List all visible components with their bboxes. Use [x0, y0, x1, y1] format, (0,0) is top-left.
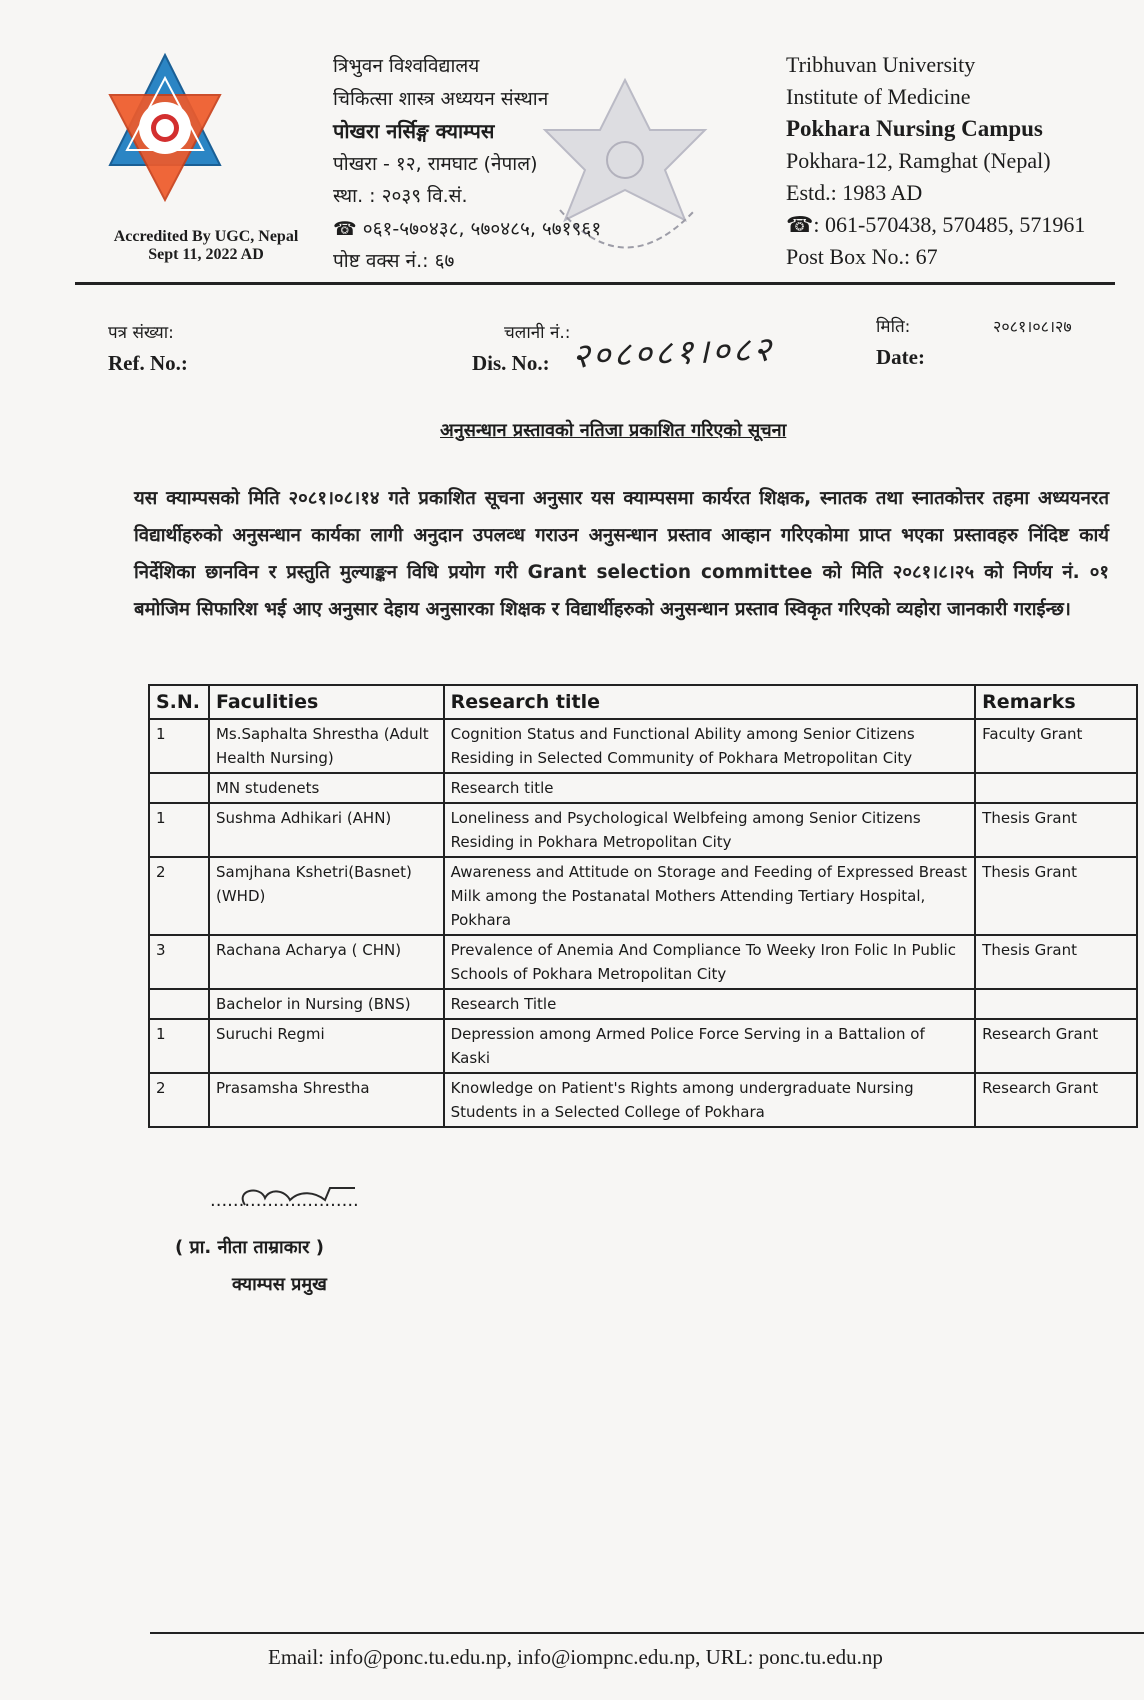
cell-name: Bachelor in Nursing (BNS)	[209, 989, 444, 1019]
cell-remarks	[975, 773, 1137, 803]
dis-label-np: चलानी नं.:	[504, 323, 571, 343]
cell-remarks	[975, 989, 1137, 1019]
table-section-row	[149, 773, 1137, 803]
table-row	[149, 803, 1137, 857]
np-campus: पोखरा नर्सिङ्ग क्याम्पस	[333, 119, 495, 143]
en-campus: Pokhara Nursing Campus	[786, 116, 1043, 141]
table-row	[149, 719, 1137, 773]
cell-title: Research title	[444, 773, 976, 803]
table-row	[149, 1073, 1137, 1127]
notice-body: यस क्याम्पसको मिति २०८१।०८।१४ गते प्रकाशित सूचना अनुसार यस क्याम्पसमा कार्यरत शिक्षक, स्नातक तथा स्नातकोत्तर तहमा अध्ययनरत विद्यार्थीहरुको अनुसन्धान कार्यका लागी अनुदान उपलव्ध गराउन अनुसन्धान प्रस्ताव आव्हान गरिएकोमा प्राप्त भएका प्रस्तावहरु निंदिष्ट कार्य निर्देशिका छानविन र प्रस्तुति मुल्याङ्कन विधि प्रयोग गरी Grant selection committee को मिति २०८१।८।२५ को निर्णय नं. ०१ बमोजिम सिफारिश भई आए अनुसार देहाय अनुसारका शिक्षक र विद्यार्थीहरुको अनुसन्धान प्रस्ताव स्विकृत गरिएको व्यहोरा जानकारी गराईन्छ।	[134, 488, 1109, 620]
dispatch-number-value: २०८०८१।०८२	[571, 329, 775, 377]
cell-remarks: Faculty Grant	[975, 719, 1137, 773]
header-sn: S.N.	[149, 685, 209, 719]
en-phone: ☎: 061-570438, 570485, 571961	[786, 212, 1086, 237]
table-row	[149, 935, 1137, 989]
table-header-row	[149, 685, 1137, 719]
accreditation-line: Accredited By UGC, Nepal	[113, 228, 299, 245]
ref-label-np: पत्र संख्या:	[108, 323, 174, 343]
cell-sn: 2	[149, 857, 209, 935]
cell-name: Sushma Adhikari (AHN)	[209, 803, 444, 857]
header-divider	[75, 282, 1115, 285]
cell-title: Knowledge on Patient's Rights among undergraduate Nursing Students in a Selected College of Pokhara	[444, 1073, 976, 1127]
table-section-row	[149, 989, 1137, 1019]
cell-remarks: Research Grant	[975, 1019, 1137, 1073]
footer-divider	[150, 1632, 1144, 1634]
en-university: Tribhuvan University	[786, 52, 976, 77]
np-established: स्था. : २०३९ वि.सं.	[333, 185, 468, 207]
cell-sn	[149, 773, 209, 803]
campus-stamp	[520, 70, 730, 290]
accreditation	[96, 228, 316, 264]
cell-remarks: Thesis Grant	[975, 857, 1137, 935]
np-institute: चिकित्सा शास्त्र अध्ययन संस्थान	[333, 87, 549, 110]
cell-title: Loneliness and Psychological Welbfeing among Senior Citizens Residing in Pokhara Metropolitan City	[444, 803, 976, 857]
cell-name: Prasamsha Shrestha	[209, 1073, 444, 1127]
header-research-title: Research title	[444, 685, 976, 719]
accreditation-date: Sept 11, 2022 AD	[148, 246, 264, 263]
np-phone: ☎ ०६१-५७०४३८, ५७०४८५, ५७१९६१	[333, 217, 602, 240]
cell-title: Research Title	[444, 989, 976, 1019]
cell-name: Samjhana Kshetri(Basnet) (WHD)	[209, 857, 444, 935]
cell-name: MN studenets	[209, 773, 444, 803]
cell-name: Rachana Acharya ( CHN)	[209, 935, 444, 989]
ref-number	[108, 318, 188, 378]
university-logo	[100, 50, 230, 210]
dis-label-en: Dis. No.:	[472, 351, 550, 375]
signature-line: ..........................	[210, 1190, 359, 1211]
np-address: पोखरा - १२, रामघाट (नेपाल)	[333, 152, 538, 175]
letterhead-english	[786, 49, 1085, 273]
cell-name: Suruchi Regmi	[209, 1019, 444, 1073]
cell-sn: 1	[149, 1019, 209, 1073]
date-value: २०८१।०८।२७	[993, 317, 1072, 336]
cell-sn: 2	[149, 1073, 209, 1127]
header-remarks: Remarks	[975, 685, 1137, 719]
ref-label-en: Ref. No.:	[108, 351, 188, 375]
cell-sn	[149, 989, 209, 1019]
cell-sn: 3	[149, 935, 209, 989]
cell-remarks: Research Grant	[975, 1073, 1137, 1127]
header-faculties: Faculities	[209, 685, 444, 719]
en-address: Pokhara-12, Ramghat (Nepal)	[786, 148, 1051, 173]
cell-title: Prevalence of Anemia And Compliance To Weeky Iron Folic In Public Schools of Pokhara Metropolitan City	[444, 935, 976, 989]
np-postbox: पोष्ट वक्स नं.: ६७	[333, 250, 455, 272]
footer-contact: Email: info@ponc.tu.edu.np, info@iompnc.edu.np, URL: ponc.tu.edu.np	[268, 1645, 883, 1669]
cell-sn: 1	[149, 803, 209, 857]
date	[876, 312, 925, 372]
en-postbox: Post Box No.: 67	[786, 244, 938, 269]
cell-title: Depression among Armed Police Force Serving in a Battalion of Kaski	[444, 1019, 976, 1073]
dispatch-number	[472, 318, 571, 378]
en-established: Estd.: 1983 AD	[786, 180, 923, 205]
cell-remarks: Thesis Grant	[975, 935, 1137, 989]
cell-title: Awareness and Attitude on Storage and Feeding of Expressed Breast Milk among the Postanatal Mothers Attending Tertiary Hospital, Pokhara	[444, 857, 976, 935]
cell-sn: 1	[149, 719, 209, 773]
date-label-en: Date:	[876, 345, 925, 369]
research-grant-table	[148, 684, 1138, 1128]
date-label-np: मिति:	[876, 317, 911, 337]
table-row	[149, 857, 1137, 935]
signatory-name: ( प्रा. नीता ताम्राकार )	[175, 1237, 325, 1258]
np-university: त्रिभुवन विश्वविद्यालय	[333, 55, 480, 77]
notice-title: अनुसन्धान प्रस्तावको नतिजा प्रकाशित गरिएको सूचना	[440, 420, 787, 441]
cell-remarks: Thesis Grant	[975, 803, 1137, 857]
en-institute: Institute of Medicine	[786, 84, 971, 109]
table-row	[149, 1019, 1137, 1073]
signatory-role: क्याम्पस प्रमुख	[232, 1274, 327, 1295]
cell-name: Ms.Saphalta Shrestha (Adult Health Nursing)	[209, 719, 444, 773]
cell-title: Cognition Status and Functional Ability among Senior Citizens Residing in Selected Community of Pokhara Metropolitan City	[444, 719, 976, 773]
